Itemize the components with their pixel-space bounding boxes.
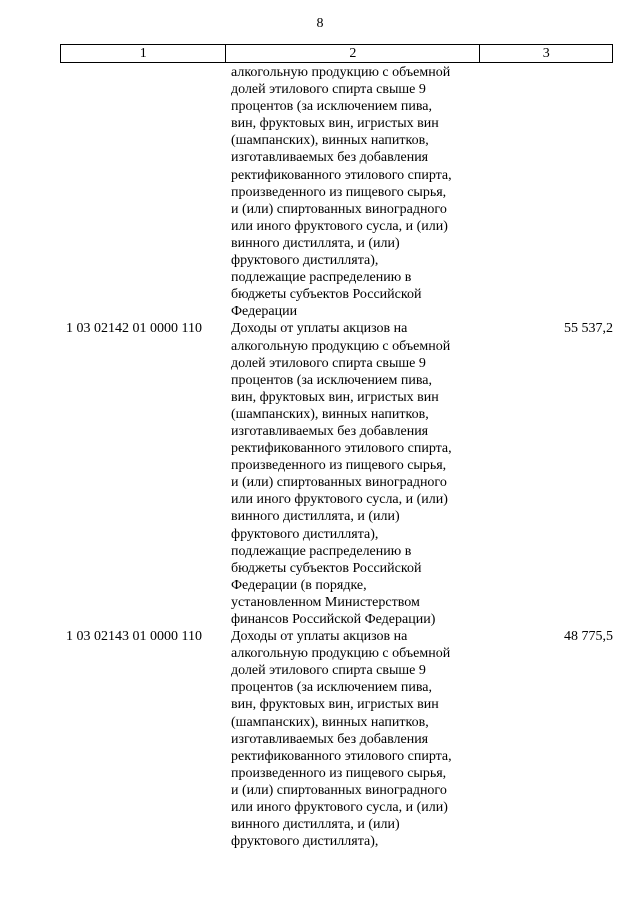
description-line: изготавливаемых без добавления [231,423,429,439]
table-body [60,64,613,850]
description-line: бюджеты субъектов Российской [231,560,422,576]
column-header-2: 2 [226,45,480,63]
description-line: фруктового дистиллята), [231,253,379,269]
description-line: подлежащие распределению в [231,543,412,559]
revenue-description [231,64,476,320]
table-row [60,64,613,320]
description-line: фруктового дистиллята), [231,834,379,850]
description-line: изготавливаемых без добавления [231,731,429,747]
table-row [60,320,613,628]
description-line: Федерации [231,304,298,320]
description-line: финансов Российской Федерации) [231,612,436,627]
description-line: винного дистиллята, и (или) [231,235,400,251]
description-line: Доходы от уплаты акцизов на [231,321,408,337]
description-line: или иного фруктового сусла, и (или) [231,800,448,816]
description-line: произведенного из пищевого сырья, [231,184,447,200]
description-line: винного дистиллята, и (или) [231,509,400,525]
table-row [60,628,613,850]
description-line: процентов (за исключением пива, [231,99,432,115]
description-line: подлежащие распределению в [231,270,412,286]
budget-classification-code: 1 03 02143 01 0000 110 [66,629,202,645]
description-line: и (или) спиртованных виноградного [231,782,447,798]
description-line: ректификованного этилового спирта, [231,167,452,183]
description-line: ректификованного этилового спирта, [231,748,452,764]
description-line: (шампанских), винных напитков, [231,714,429,730]
description-line: ректификованного этилового спирта, [231,441,452,457]
column-header-3: 3 [480,45,613,63]
description-line: бюджеты субъектов Российской [231,287,422,303]
description-line: алкогольную продукцию с объемной [231,65,451,80]
table-header [60,44,613,63]
page-number: 8 [316,16,324,31]
description-line: долей этилового спирта свыше 9 [231,82,426,98]
description-line: и (или) спиртованных виноградного [231,475,447,491]
description-line: долей этилового спирта свыше 9 [231,663,426,679]
description-line: или иного фруктового сусла, и (или) [231,218,448,234]
description-line: установленном Министерством [231,594,420,610]
description-line: изготавливаемых без добавления [231,150,429,166]
description-line: (шампанских), винных напитков, [231,406,429,422]
description-line: вин, фруктовых вин, игристых вин [231,697,439,713]
description-line: винного дистиллята, и (или) [231,817,400,833]
description-line: вин, фруктовых вин, игристых вин [231,389,439,405]
description-line: алкогольную продукцию с объемной [231,646,451,662]
description-line: фруктового дистиллята), [231,526,379,542]
description-line: Доходы от уплаты акцизов на [231,629,408,645]
budget-classification-code: 1 03 02142 01 0000 110 [66,321,202,337]
description-line: (шампанских), винных напитков, [231,133,429,149]
description-line: Федерации (в порядке, [231,577,367,593]
description-line: произведенного из пищевого сырья, [231,765,447,781]
description-line: алкогольную продукцию с объемной [231,338,451,354]
amount-value: 55 537,2 [564,321,613,337]
description-line: долей этилового спирта свыше 9 [231,355,426,371]
description-line: вин, фруктовых вин, игристых вин [231,116,439,132]
description-line: процентов (за исключением пива, [231,680,432,696]
revenue-description [231,320,476,628]
description-line: и (или) спиртованных виноградного [231,201,447,217]
description-line: или иного фруктового сусла, и (или) [231,492,448,508]
column-header-1: 1 [61,45,226,63]
amount-value: 48 775,5 [564,629,613,645]
description-line: произведенного из пищевого сырья, [231,458,447,474]
description-line: процентов (за исключением пива, [231,372,432,388]
revenue-description [231,628,476,850]
